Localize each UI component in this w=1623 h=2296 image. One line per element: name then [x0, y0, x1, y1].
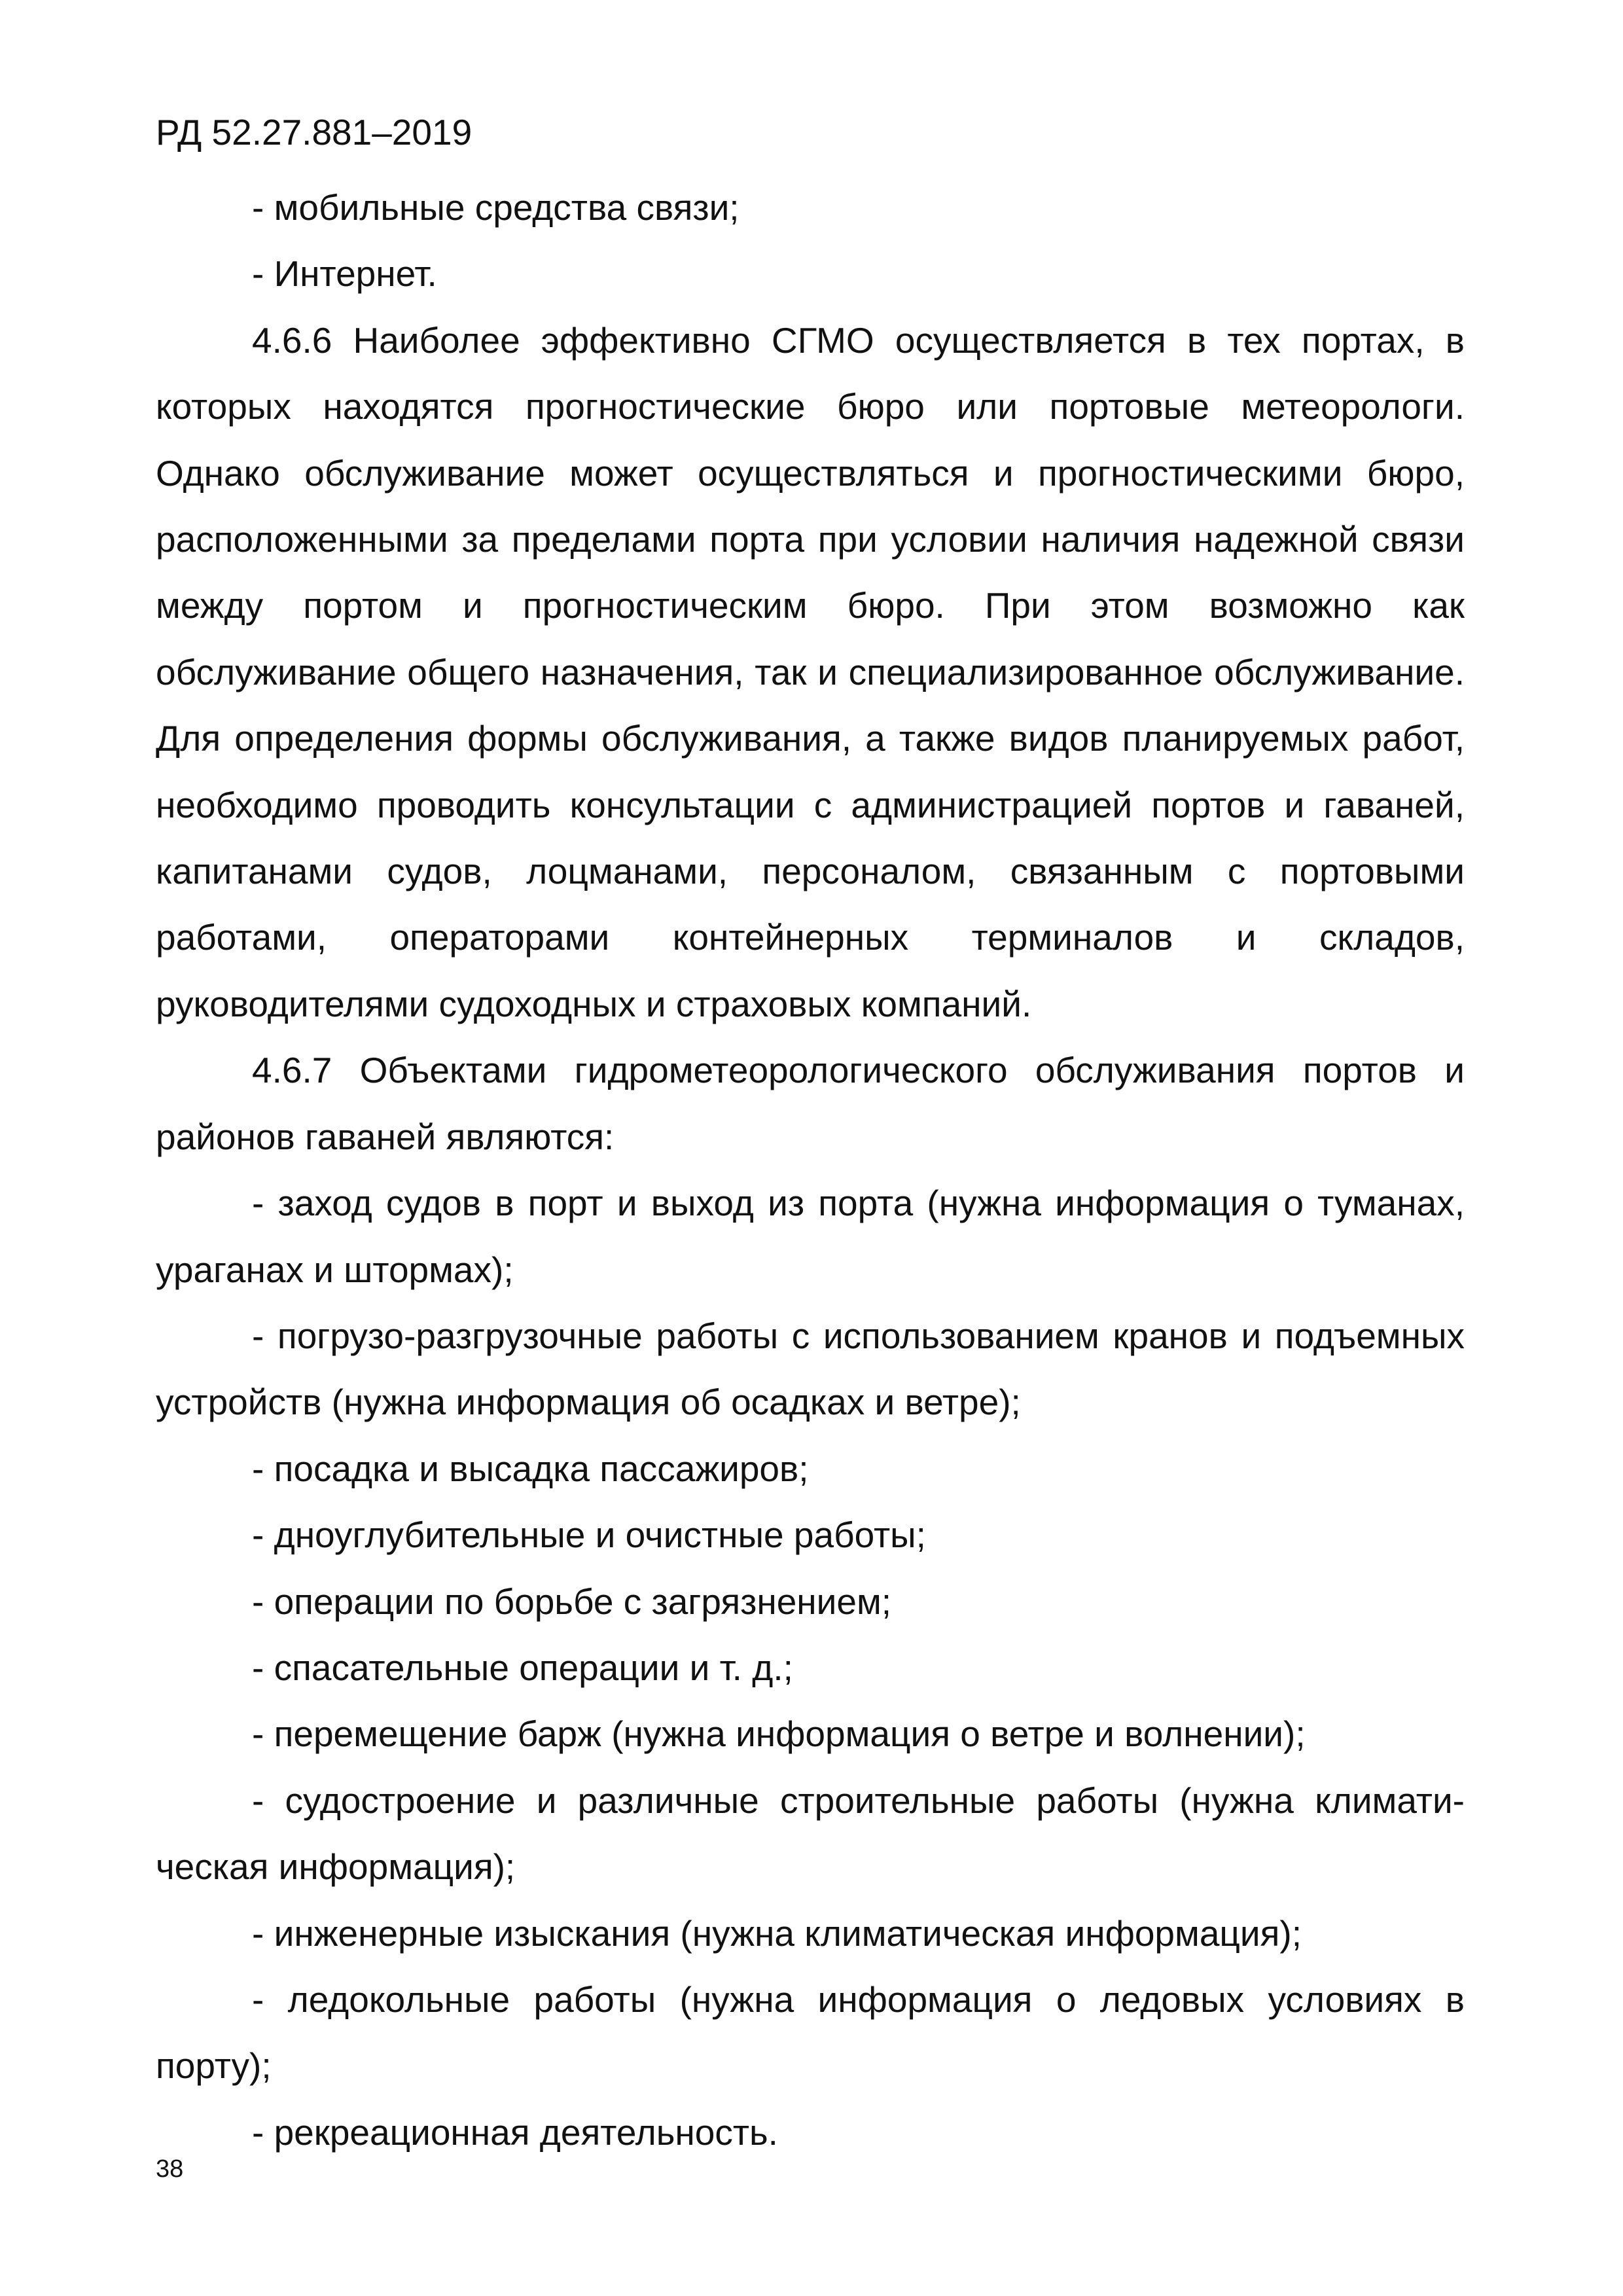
list-item-passenger-boarding: - посадка и высадка пассажиров; [252, 1448, 809, 1489]
list-item-shipbuilding: - судостроение и различные строительные работы (нужна климатическая информация); [156, 1780, 1465, 1888]
list-item-recreation: - рекреационная деятельность. [252, 2111, 778, 2153]
paragraph-4-6-7: 4.6.7 Объектами гидрометеорологического обслуживания портов и районов гаваней являются: [156, 1050, 1465, 1157]
list-item-ship-entry-exit: - заход судов в порт и выход из порта (нужна информация о туманах, ураганах и штормах); [156, 1183, 1465, 1290]
list-item-dredging: - дноуглубительные и очистные работы; [252, 1515, 926, 1556]
list-item-engineering-surveys: - инженерные изыскания (нужна климатическая информация); [252, 1912, 1302, 1954]
list-item-loading-unloading: - погрузо-разгрузочные работы с использованием кранов и подъемных устройств (нужна информация об осадках и ветре); [156, 1315, 1465, 1423]
list-item-pollution-control: - операции по борьбе с загрязнением; [252, 1581, 892, 1622]
page-number: 38 [156, 2155, 184, 2183]
paragraph-4-6-6: 4.6.6 Наиболее эффективно СГМО осуществляется в тех портах, в которых находятся прогностические бюро или портовые метеорологи. Однако обслуживание может осуществляться и прогностическими бюро, расположенными за пределами порта при условии наличия надежной связи между портом и прогностическим бюро. При этом возможно как обслуживание общего назначения, так и специализированное обслуживание. Для определения формы обслуживания, а также видов планируемых работ, необходимо проводить консультации с администрацией портов и гаваней, капитанами судов, лоцманами, персоналом, связанным с портовыми работами, операторами контейнерных терминалов и складов, руководителями судоходных и страховых компаний. [156, 319, 1465, 1024]
body-text [156, 175, 1465, 2166]
document-code-header: РД 52.27.881–2019 [156, 112, 473, 152]
list-item-mobile-communications: - мобильные средства связи; [252, 187, 740, 228]
list-item-rescue-operations: - спасательные операции и т. д.; [252, 1647, 793, 1688]
list-item-internet: - Интернет. [252, 253, 437, 295]
list-item-icebreaking: - ледокольные работы (нужна информация о ледовых условиях в порту); [156, 1979, 1465, 2087]
list-item-barge-movement: - перемещение барж (нужна информация о ветре и волнении); [252, 1713, 1306, 1755]
